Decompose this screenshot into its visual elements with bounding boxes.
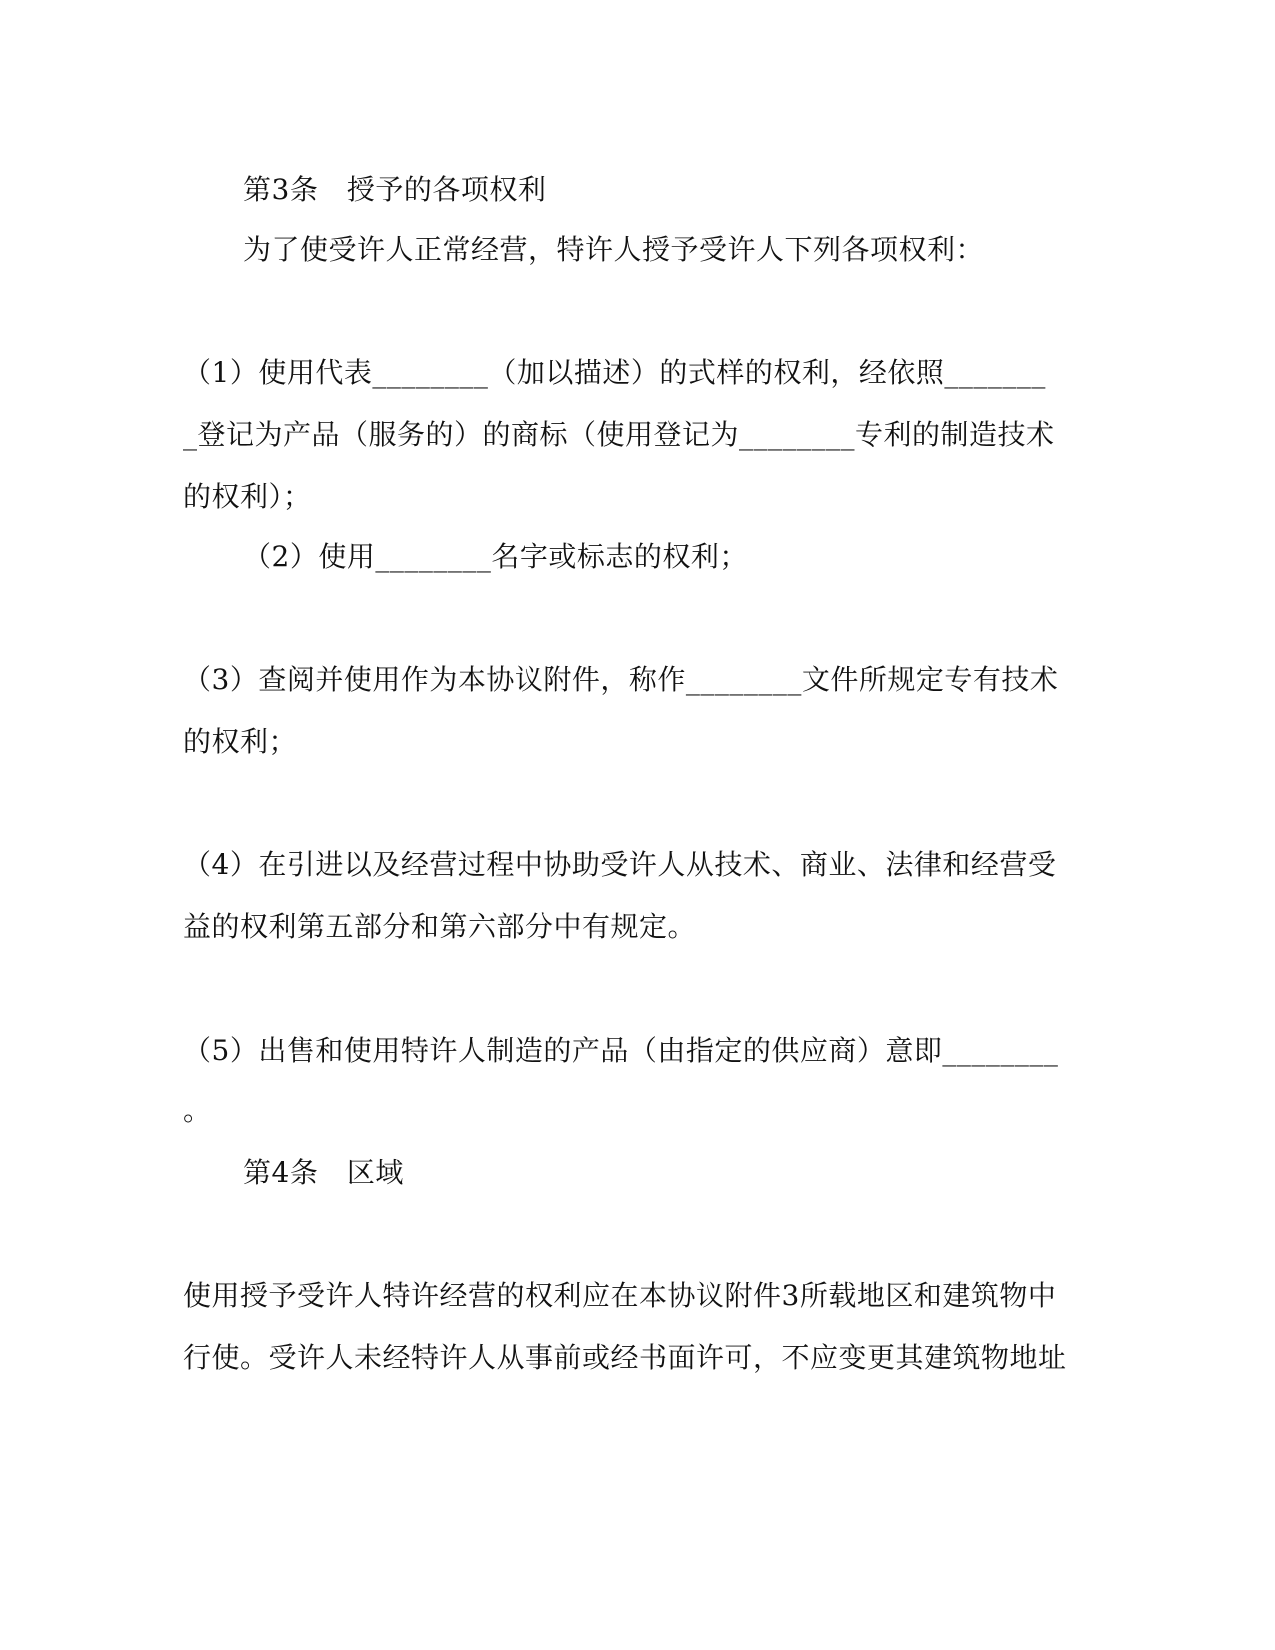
clause-4-line-2: 益的权利第五部分和第六部分中有规定。 — [183, 910, 697, 943]
article-3-heading: 第3条 授予的各项权利 — [243, 173, 547, 206]
clause-1-line-3: 的权利）； — [183, 480, 312, 513]
clause-3-line-2: 的权利； — [183, 725, 298, 758]
clause-3-line-1: （3）查阅并使用作为本协议附件，称作________文件所规定专有技术 — [183, 663, 1059, 696]
article-4-heading: 第4条 区域 — [243, 1156, 404, 1189]
article-4-text-line-1: 使用授予受许人特许经营的权利应在本协议附件3所载地区和建筑物中 — [183, 1279, 1057, 1312]
clause-4-line-1: （4）在引进以及经营过程中协助受许人从技术、商业、法律和经营受 — [183, 848, 1057, 881]
clause-5-line-2: 。 — [183, 1094, 212, 1127]
clause-1-line-2: _登记为产品（服务的）的商标（使用登记为________专利的制造技术 — [183, 418, 1055, 451]
article-4-text-line-2: 行使。受许人未经特许人从事前或经书面许可，不应变更其建筑物地址 — [183, 1341, 1067, 1374]
clause-2: （2）使用________名字或标志的权利； — [243, 540, 748, 573]
clause-5-line-1: （5）出售和使用特许人制造的产品（由指定的供应商）意即________ — [183, 1034, 1059, 1067]
clause-1-line-1: （1）使用代表________（加以描述）的式样的权利，经依照_______ — [183, 356, 1046, 389]
article-3-intro: 为了使受许人正常经营，特许人授予受许人下列各项权利： — [243, 233, 985, 266]
